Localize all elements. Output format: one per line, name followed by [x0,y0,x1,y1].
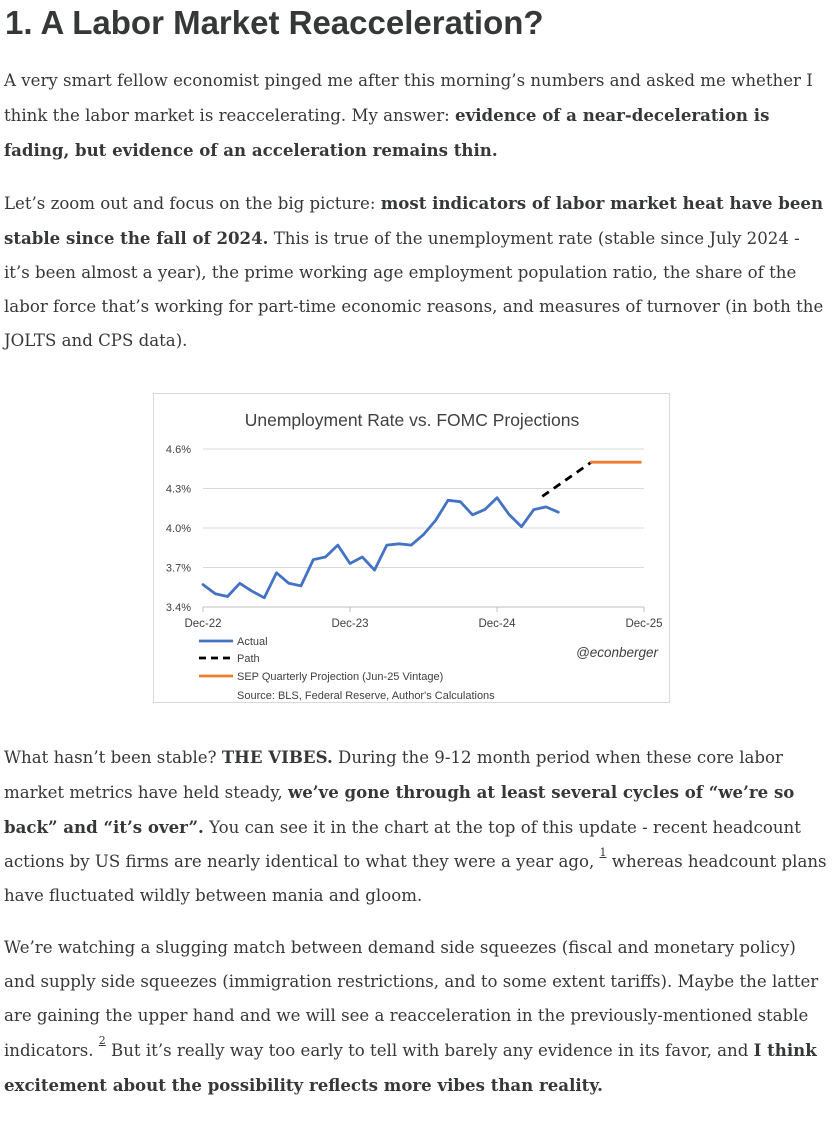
p3-text-1: What hasn’t been stable? [4,748,222,767]
p3-text-3: You can see it in the chart at the top of this update - recent headcount actions by US firms are nearly identical to what they were a year ago, [4,818,801,871]
footnote-1-link[interactable]: 1 [599,846,607,859]
y-tick-label: 3.4% [165,602,191,614]
chart-source: Source: BLS, Federal Reserve, Author's Calculations [237,690,495,702]
p3-text-4: whereas headcount plans have fluctuated wildly between mania and gloom. [4,852,827,905]
chart-legend [199,636,443,683]
paragraph-1 [4,64,830,168]
x-tick-label: Dec-22 [184,618,222,630]
p1-text-1: A very smart fellow economist pinged me after this morning’s numbers and asked me whether I think the labor market is reaccelerating. My answer: [4,71,813,125]
y-tick-label: 4.3% [165,483,191,496]
y-tick-label: 4.0% [165,523,191,535]
legend-label: SEP Quarterly Projection (Jun-25 Vintage) [237,671,444,683]
p4-bold-1: I think excitement about the possibility reflects more vibes than reality. [4,1040,817,1095]
legend-label: Path [237,653,260,665]
paragraph-3 [4,740,830,913]
series-line-path [542,462,591,496]
watermark: @econberger [575,645,658,660]
y-tick-label: 3.7% [165,562,191,575]
x-tick-label: Dec-23 [331,618,369,630]
paragraph-2 [4,186,830,358]
p4-text-2: But it’s really way too early to tell with barely any evidence in its favor, and [105,1041,754,1060]
unemployment-chart [153,393,670,703]
section-title: 1. A Labor Market Reacceleration? [5,4,544,41]
legend-label: Actual [237,636,268,648]
p3-bold-2: we’ve gone through at least several cycles of “we’re so back” and “it’s over”. [4,782,795,837]
paragraph-4 [4,931,830,1103]
p2-text-1: Let’s zoom out and focus on the big picture: [4,194,381,213]
p3-bold-1: THE VIBES. [221,747,333,767]
x-tick-label: Dec-24 [478,618,516,630]
series-line-actual [203,498,558,598]
y-tick-label: 4.6% [165,444,191,456]
x-tick-label: Dec-25 [625,618,663,630]
p3-text-2: During the 9-12 month period when these core labor market metrics have held steady, [4,748,783,802]
p1-bold-1: evidence of a near-deceleration is fading, but evidence of an acceleration remains thin. [4,105,770,160]
chart-title: Unemployment Rate vs. FOMC Projections [244,410,580,430]
p2-text-2: This is true of the unemployment rate (stable since July 2024 - it’s been almost a year), the prime working age employment population ratio, the share of the labor force that’s working for part-time economic reasons, and measures of turnover (in both the JOLTS and CPS data). [4,229,824,350]
chart-svg [154,394,669,702]
footnote-2-link[interactable]: 2 [98,1034,106,1047]
p4-text-1: We’re watching a slugging match between demand side squeezes (fiscal and monetary policy) and supply side squeezes (immigration restrictions, and to some extent tariffs). Maybe the latter are gaining the upper hand and we will see a reacceleration in the previously-mentioned stable indicators. [4,938,819,1060]
p2-bold-1: most indicators of labor market heat have been stable since the fall of 2024. [4,193,824,248]
